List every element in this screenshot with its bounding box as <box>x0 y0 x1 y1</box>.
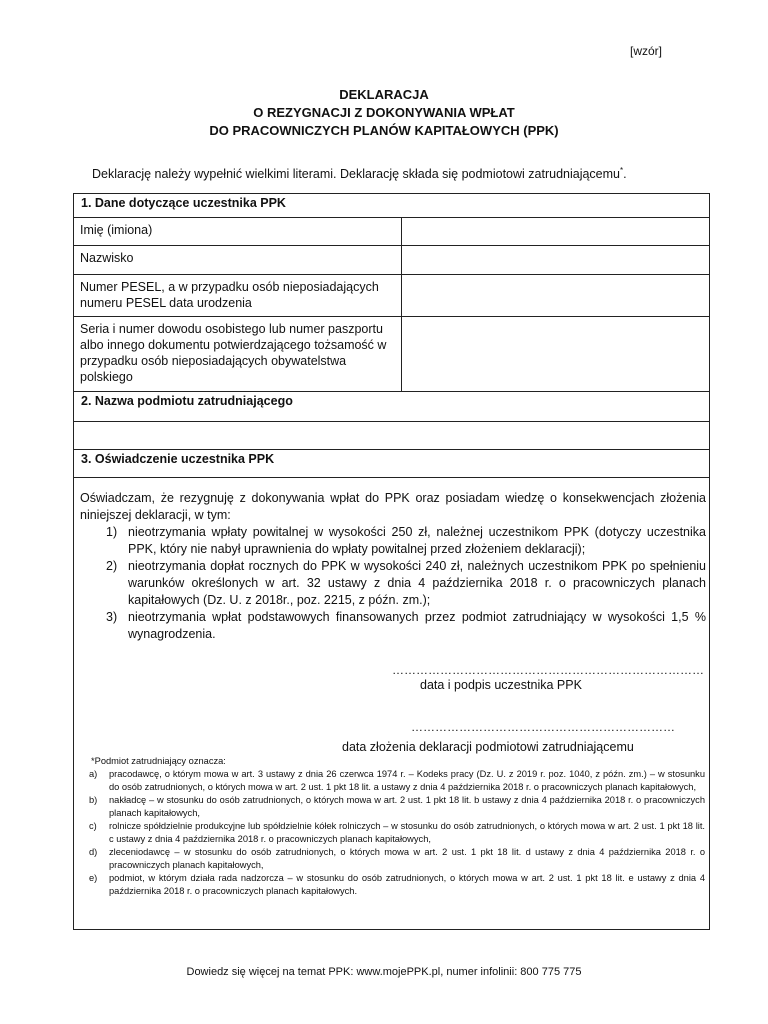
consequence-item <box>80 558 706 609</box>
consequence-item <box>80 524 706 558</box>
field-row-imie <box>74 218 709 246</box>
footnote-letter: a) <box>89 769 98 779</box>
field-label-pesel: Numer PESEL, a w przypadku osób nieposiadających numeru PESEL data urodzenia <box>74 275 402 316</box>
item-text: nieotrzymania wpłat podstawowych finansowanych przez podmiot zatrudniający w wysokości 1,5 % wynagrodzenia. <box>128 610 706 641</box>
section-3-heading: 3. Oświadczenie uczestnika PPK <box>74 450 709 478</box>
footnote-text: nakładcę – w stosunku do osób zatrudnionych, o których mowa w art. 2 ust. 1 pkt 18 lit. b ustawy z dnia 4 października 2018 r. o pracowniczych planach kapitałowych, <box>109 795 705 818</box>
title-line-2: O REZYGNACJI Z DOKONYWANIA WPŁAT <box>253 105 515 120</box>
field-label-dowod: Seria i numer dowodu osobistego lub numer paszportu albo innego dokumentu potwierdzającego tożsamość w przypadku osób nieposiadających obywatelstwa polskiego <box>74 317 402 391</box>
participant-signature-label: data i podpis uczestnika PPK <box>420 678 582 692</box>
consequences-list <box>80 524 706 643</box>
footnote-text: pracodawcę, o którym mowa w art. 3 ustawy z dnia 26 czerwca 1974 r. – Kodeks pracy (Dz. U. z 2019 r. poz. 1040, z późn. zm.) – w stosunku do osób zatrudnionych, o których mowa w art. 2 ust. 1 pkt 18 lit. a ustawy z dnia 4 października 2018 r. o pracowniczych planach kapitałowych, <box>109 769 705 792</box>
submission-date-label: data złożenia deklaracji podmiotowi zatrudniającemu <box>342 740 634 754</box>
footnote <box>85 755 705 898</box>
section-2-heading: 2. Nazwa podmiotu zatrudniającego <box>74 392 709 422</box>
title-line-1: DEKLARACJA <box>339 87 429 102</box>
field-row-dowod <box>74 317 709 392</box>
footnote-text: podmiot, w którym działa rada nadzorcza – w stosunku do osób zatrudnionych, o których mowa w art. 2 ust. 1 pkt 18 lit. e ustawy z dnia 4 października 2018 r. o pracowniczych planach kapitałowych. <box>109 873 705 896</box>
field-row-nazwisko <box>74 246 709 275</box>
footnote-text: zleceniodawcę – w stosunku do osób zatrudnionych, o których mowa w art. 2 ust. 1 pkt 18 lit. d ustawy z dnia 4 października 2018 r. o pracowniczych planach kapitałowych, <box>109 847 705 870</box>
field-label-imie: Imię (imiona) <box>74 218 402 245</box>
footnote-item <box>85 846 705 872</box>
footnote-item <box>85 768 705 794</box>
consequence-item <box>80 609 706 643</box>
field-label-nazwisko: Nazwisko <box>74 246 402 274</box>
item-number: 3) <box>106 610 118 624</box>
field-input-dowod[interactable] <box>403 317 709 391</box>
footnote-item <box>85 794 705 820</box>
item-text: nieotrzymania dopłat rocznych do PPK w wysokości 240 zł, należnych uczestnikom PPK po spełnieniu warunków określonych w art. 32 ustawy z dnia 4 października 2018 r. o pracowniczych planach kapitałowych (Dz. U. z 2018r., poz. 2215, z późn. zm.); <box>128 559 706 607</box>
participant-signature-line[interactable]: …………………………………………………………………… <box>392 663 704 677</box>
footnote-item <box>85 872 705 898</box>
intro-instructions <box>92 166 627 181</box>
footnote-heading: *Podmiot zatrudniający oznacza: <box>91 756 226 766</box>
footnote-letter: b) <box>89 795 98 805</box>
item-text: nieotrzymania wpłaty powitalnej w wysokości 250 zł, należnej uczestnikom PPK (dotyczy uczestnika PPK, który nie nabył uprawnienia do wpłaty powitalnej przed złożeniem deklaracji); <box>128 525 706 556</box>
title-line-3: DO PRACOWNICZYCH PLANÓW KAPITAŁOWYCH (PPK) <box>209 123 559 138</box>
intro-end: . <box>623 167 627 182</box>
footnote-letter: d) <box>89 847 98 857</box>
intro-footnote-mark: * <box>620 166 624 175</box>
footnote-text: rolnicze spółdzielnie produkcyjne lub spółdzielnie kółek rolniczych – w stosunku do osób zatrudnionych, o których mowa w art. 2 ust. 1 pkt 18 lit. c ustawy z dnia 4 października 2018 r. o pracowniczych planach kapitałowych, <box>109 821 705 844</box>
footnote-item <box>85 820 705 846</box>
field-row-pesel <box>74 275 709 317</box>
item-number: 2) <box>106 559 118 573</box>
declaration-statement <box>80 490 706 643</box>
footnote-letter: e) <box>89 873 98 883</box>
submission-date-line[interactable]: ………………………………………………………… <box>411 720 675 734</box>
declaration-form <box>73 193 710 930</box>
field-input-pesel[interactable] <box>403 275 709 316</box>
info-footer: Dowiedz się więcej na temat PPK: www.mojePPK.pl, numer infolinii: 800 775 775 <box>186 966 582 978</box>
item-number: 1) <box>106 525 118 539</box>
employer-name-input[interactable] <box>74 422 709 450</box>
footnote-letter: c) <box>89 821 97 831</box>
declaration-lead: Oświadczam, że rezygnuję z dokonywania wpłat do PPK oraz posiadam wiedzę o konsekwencjach złożenia niniejszej deklaracji, w tym: <box>80 491 706 522</box>
section-1-heading: 1. Dane dotyczące uczestnika PPK <box>74 194 709 218</box>
field-input-imie[interactable] <box>403 218 709 245</box>
template-marker: [wzór] <box>630 44 663 58</box>
intro-text: Deklarację należy wypełnić wielkimi literami. Deklarację składa się podmiotowi zatrudniającemu <box>92 167 620 182</box>
document-title <box>0 86 768 140</box>
field-input-nazwisko[interactable] <box>403 246 709 274</box>
